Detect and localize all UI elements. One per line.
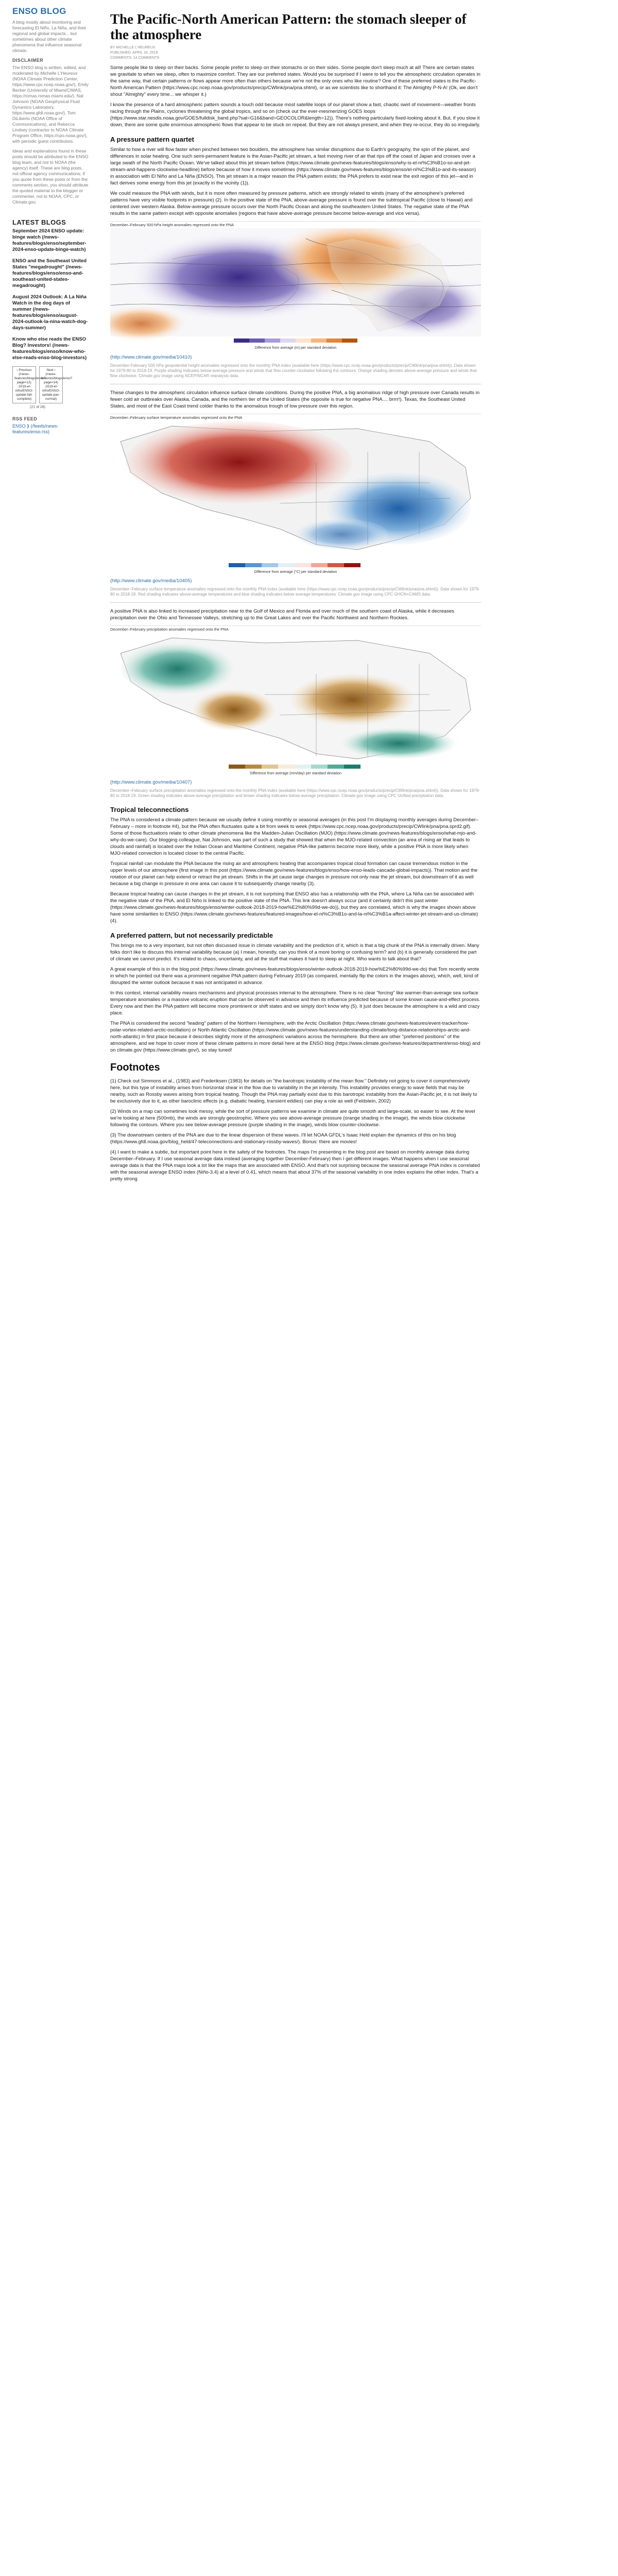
figure-500hpa-heights	[110, 221, 481, 379]
paragraph: This brings me to a very important, but not often discussed issue in climate variability and the prediction of it, which is that a big chunk of the PNA is internally driven. Many folks don't like to discuss this internal variability because (a) I mean, honestly, can you think of a more boring or confusing term? and (b) it is generally considered the part of climate we cannot predict. It's related to chaos, uncertainty, and all the stuff that makes it hard to sleep at night. Who wants to talk about that?	[110, 943, 479, 962]
figure-title: December–February surface temperature anomalies regressed onto the PNA	[110, 415, 243, 420]
latest-blog-link[interactable]: ENSO and the Southeast United States "megadrought" (/news-features/blogs/enso/enso-and-southeast-united-states-megadrought)	[12, 258, 87, 289]
disclaimer-text-2: Ideas and explanations found in these posts should be attributed to the ENSO blog team, and not to NOAA (the agency) itself. These are blog posts, not official agency communications; if you quote from these posts or from the comments section, you should attribute the quoted material to the blogger or commenter, not to NOAA, CPC, or Climate.gov.	[12, 148, 89, 205]
latest-blog-link[interactable]: September 2024 ENSO update: binge watch (/news-features/blogs/enso/september-2024-enso-update-binge-watch)	[12, 228, 87, 252]
map-precipitation[interactable]	[110, 633, 481, 777]
paragraph: In this context, internal variability means mechanisms and physical processes internal to the atmosphere. There is no clear "forcing" like warmer-than-average sea surface temperature anomalies or a massive volcanic eruption that can be observed in advance and then its influence predicted because of some known cause-and-effect process. Every now and then the PNA pattern will become more prominent or shift states and we simply don't know why (5). It just does because the atmosphere is a wild and crazy place.	[110, 990, 480, 1016]
figure-precipitation	[110, 625, 481, 799]
colorbar-label: Difference from average (m) per standard deviation	[254, 346, 337, 350]
figure-link[interactable]: (http://www.climate.gov/media/10410)	[110, 354, 192, 360]
figure-surface-temperature	[110, 414, 481, 597]
figure-link[interactable]: (http://www.climate.gov/media/10407)	[110, 779, 192, 785]
figure-title: December–February 500-hPa height anomalies regressed onto the PNA	[110, 223, 234, 227]
colorbar	[229, 563, 360, 567]
section-heading: A preferred pattern, but not necessarily predictable	[110, 931, 273, 939]
pager	[12, 366, 90, 403]
colorbar	[234, 338, 357, 343]
figure-caption: December–February surface precipitation anomalies regressed onto the monthly PNA index (available here (https://www.cpc.ncep.noaa.gov/products/precip/CWlink/pna/pna.shtml)). Data shown for 1979-80 to 2018-19. Green shading indicates above-average precipitation and brown shading indicates below-average precipitation. Climate.gov image using CPC Unified precipitation data.	[110, 788, 480, 798]
section-heading: A pressure pattern quartet	[110, 135, 194, 143]
divider	[110, 602, 481, 603]
article-meta	[110, 45, 481, 60]
map-surface-temperature[interactable]	[110, 421, 481, 575]
author-byline[interactable]: BY MICHELLE L'HEUREUX	[110, 46, 156, 49]
paragraph: Tropical rainfall can modulate the PNA because the rising air and atmospheric heating that accompanies tropical cloud formation can cause tremendous motion in the upper levels of our atmosphere (first image in this post (https://www.climate.gov/news-features/blogs/enso/how-enso-leads-cascade-global-impacts)). That motion and the rotation of our planet can help extend or retract the jet stream. Shifts in the jet cause large changes in pressure not only near the jet stream, but downstream of it as well because a big change in pressure in one area can cause it to subsequently change nearby (3).	[110, 861, 478, 887]
latest-blogs-heading: LATEST BLOGS	[12, 218, 66, 226]
sidebar	[12, 5, 90, 2576]
figure-caption: December-February 500 hPa geopotential height anomalies regressed onto the monthly PNA index (available here (https://www.cpc.ncep.noaa.gov/products/precip/CWlink/pna/pna.shtml)). Data shown for 1979-80 to 2018-19. Purple shading indicates below-average pressure and winds that flow counter-clockwise following the contours. Orange shading denotes above-average pressure and winds that flow clockwise. Climate.gov image using NCEP/NCAR reanalysis data.	[110, 363, 477, 378]
paragraph: We could measure the PNA with winds, but it is more often measured by pressure patterns, which are strongly related to winds (many of the atmosphere's preferred patterns have very visible footprints in pressure) (2). In the positive state of the PNA, above-average pressure is found over the subtropical Pacific (close to Hawaii) and centered over western Alaska. Below-average pressure occurs over the North Pacific Ocean and along the southeastern United States. The negative state of the PNA results in the same pattern except with opposite anomalies (regions that have above-average pressure become below-average and vice versa).	[110, 191, 473, 216]
paragraph: I know the presence of a hard atmospheric pattern sounds a touch odd because most satellite loops of our planet show a fast, chaotic swirl of movement—weather fronts racing through the Plains, cyclones threatening the global tropics, and so on (check out the ever-mesmerizing GOES loops (https://www.star.nesdis.noaa.gov/GOES/fulldisk_band.php?sat=G16&band=GEOCOLOR&length=12)). There's nothing particularly fixed-looking about it. But, if you slow it down, there are some quite enormous atmospheric flows that appear to be stuck on repeat. But they are not always present, and when they re-occur, they do so irregularly.	[110, 102, 480, 128]
article-title: The Pacific-North American Pattern: the stomach sleeper of the atmosphere	[110, 11, 467, 42]
footnote: (3) The downstream centers of the PNA are due to the linear dispersion of these waves. I'll let NOAA GFDL's Isaac Held explain the dynamics of this on his blog (https://www.gfdl.noaa.gov/blog_held/47-teleconnections-and-stationary-rossby-waves/). Bonus: there are movies!	[110, 1132, 456, 1145]
paragraph: Some people like to sleep on their backs. Some people prefer to sleep on their stomachs or on their sides. Some people don't sleep much at all! There are certain states we gravitate to when we sleep, often to maximize comfort. They are our preferred states. Would you be surprised if I were to tell you the atmospheric circulation operates in the same way, that certain patterns or flows appear more often than others because we're not the only ones who like routine? One of these preferred states is the Pacific-North American Pattern (https://www.cpc.ncep.noaa.gov/products/precip/CWlink/pna/pna.shtml), or as we scientists like to shorthand it: The Almighty P-N-A! (Ok, we don't shout "Almighty" every time... we whisper it.)	[110, 65, 480, 97]
article	[110, 5, 481, 2576]
site-title[interactable]: ENSO BLOG	[12, 6, 66, 16]
colorbar	[229, 765, 360, 769]
latest-blog-link[interactable]: August 2024 Outlook: A La Niña Watch in the dog days of summer (/news-features/blogs/enso/august-2024-outlook-la-nina-watch-dog-days-summer)	[12, 294, 88, 331]
published-date: PUBLISHED: APRIL 24, 2019	[110, 51, 158, 55]
footnote: (2) Winds on a map can sometimes look messy, while the sort of pressure patterns we examine in climate are quite smooth and large-scale, so easier to see. At the level we're looking at here (500mb), the winds are strongly geostrophic. Where you see above-average pressure (orange shading in the image), the winds blow clockwise following the contours. Where you see below-average pressure (purple shading in the image), winds blow counter-clockwise.	[110, 1109, 475, 1128]
comments-count[interactable]: COMMENTS: 14 COMMENTS	[110, 56, 160, 60]
previous-button[interactable]: ‹ Previous (/news-features/blogs/enso?page=12) ·2019-el-niño/ENSO- update-fall- complete)	[12, 366, 36, 403]
site-tagline: A blog mostly about monitoring and forecasting El Niño, La Niña, and their regional and global impacts... but sometimes about other climate phenomena that influence seasonal climate.	[12, 20, 87, 53]
latest-blog-link[interactable]: Know who else reads the ENSO Blog? Investors! (/news-features/blogs/enso/know-who-else-reads-enso-blog-investors)	[12, 336, 87, 361]
disclaimer-text: The ENSO blog is written, edited, and moderated by Michelle L'Heureux (NOAA Climate Prediction Center, https://www.cpc.ncep.noaa.gov/), Emily Becker (University of Miami/CIMAS, https://cimas.rsmas.miami.edu/), Nat Johnson (NOAA Geophysical Fluid Dynamics Laboratory, https://www.gfdl.noaa.gov/), Tom DiLiberto (NOAA Office of Communications), and Rebecca Lindsey (contractor to NOAA Climate Program Office, https://cpo.noaa.gov/), with periodic guest contributors.	[12, 65, 89, 144]
page-indicator: (21 of 28)	[30, 405, 45, 409]
paragraph: A great example of this is in the blog post (https://www.climate.gov/news-features/blogs/enso/winter-outlook-2018-2019-how%E2%80%99d-we-do) that Tom recently wrote in which he pointed out there was a prominent negative PNA pattern during February 2019 (as compared, mentally flip the colors in the images above), which, well, kind of disrupted the winter outlook because it was not anticipated in advance.	[110, 967, 479, 986]
rss-link[interactable]: ENSO ⟫ (/feeds/news-features/enso.rss)	[12, 423, 59, 434]
paragraph: The PNA is considered the second "leading" pattern of the Northern Hemisphere, with the Arctic Oscillation (https://www.climate.gov/news-features/event-tracker/how-polar-vortex-related-arctic-oscillation) or North Atlantic Oscillation (https://www.climate.gov/news-features/understanding-climate/long-distance-relationships-arctic-and-north-atlantic) in first place because it describes slightly more of the atmospheric variations across the hemisphere. But there are other "preferred positions" of the atmosphere, and we hope to cover more of these climate patterns in more detail here at the ENSO blog (https://www.climate.gov/news-features/department/enso-blog) and on climate.gov (https://www.climate.gov/), so stay tuned!	[110, 1021, 480, 1053]
figure-title: December–February precipitation anomalies regressed onto the PNA	[110, 627, 229, 632]
paragraph: A positive PNA is also linked to increased precipitation near to the Gulf of Mexico and Florida and over much of the southern coast of Alaska, while it decreases precipitation over the Ohio and Tennessee Valleys, stretching up to the Great Lakes and over the Pacific Northwest and Northern Rockies.	[110, 608, 455, 621]
rss-heading: RSS FEED	[12, 416, 38, 421]
figure-caption: December–February surface temperature anomalies regressed onto the monthly PNA index (available here (https://www.cpc.ncep.noaa.gov/products/precip/CWlink/pna/pna.shtml)). Data shown for 1979-80 to 2018-19. Red shading indicates above-average temperatures and blue shading indicates below average temperatures. Climate.gov image using CPC GHCN+CAMS data.	[110, 587, 480, 597]
paragraph: Similar to how a river will flow faster when pinched between two boulders, the atmosphere has similar disruptions due to Earth's geography, the spin of the planet, and differences in solar heating. One such semi-permanent feature is the Asian-Pacific jet stream, a fast moving river of air that rips off the coast of Japan and crosses over a large swath of the North Pacific Ocean. We've talked about this jet stream before (https://www.climate.gov/news-features/blogs/enso/why-is-el-ni%C3%B1o-so-and-jet-stream-and-happens-clockwise-headline) before because of how it moves sometimes (https://www.climate.gov/news-features/blogs/enso/el-ni%C3%B1o-and-its-season) in association with El Niño and La Niña (ENSO). This jet stream is a major reason the PNA pattern exists; the PNA prefers to exist near the exit region of this jet—and in fact derives some energy from this jet (exactly in the vicinity (1)).	[110, 147, 476, 186]
paragraph: These changes to the atmospheric circulation influence surface climate conditions. During the positive PNA, a big anomalous ridge of high pressure over Canada results in fewer cold air outbreaks over Alaska, Canada, and the northern tier of the United States (the opposite is true for negative PNA.... brrrr!). Texas, the Southeast United States, and most of the East Coast trend colder thanks to the anomalous trough of low pressure over this region.	[110, 390, 480, 409]
footnote: (4) I want to make a subtle, but important point here in the safety of the footnotes. The maps I'm presenting in the blog post are based on monthly average data during December–February. If I use seasonal average data instead (averaging together December-February) then I get different images. What happens when I use seasonal average data is that the PNA maps look a lot like the maps that are associated with ENSO. And that's not surprising because the seasonal average PNA index is correlated with the seasonal average ENSO index (Niño-3.4) at a level of 0.41, which means that about 37% of the seasonal variability in one index explains the other index. That's a pretty strong	[110, 1149, 480, 1182]
footnote: (1) Check out Simmons et al., (1983) and Frederiksen (1983) for details on "the barotropic instability of the mean flow." Definitely not going to cover it comprehensively here, but this type of instability arises from horizontal shear in the flow due to variability in the jet intensity. This instability provides energy to wave fields that may be nearby, such as Rossby waves arising from tropical heating. Though the PNA may partially exist due to this barotropic instability from the Asian-Pacific jet, it is not likely to be exclusively due to it, as other baroclinic effects (e.g. diabatic heating, transient eddies) can play a role as well (Feldstein, 2002)	[110, 1078, 477, 1104]
colorbar-label: Difference from average (mm/day) per standard deviation	[250, 772, 341, 775]
paragraph: The PNA is considered a climate pattern because we usually define it using monthly or seasonal averages (in this post I'm displaying monthly averages during December–February – more in footnote #4), but the PNA often fluctuates quite a bit from week to week (https://www.cpc.ncep.noaa.gov/products/precip/CWlink/pna/pna.sprd2.gif). Some of those fluctuations relate to other climate phenomena like the Madden-Julian Oscillation (MJO) (https://www.climate.gov/news-features/blogs/enso/what-mjo-and-why-do-we-care). Our blogging colleague, Nat Johnson, was part of such a study that showed that when the MJO-related convection (an area of rising air that leads to clouds and rainfall) is located over the Indian Ocean and Maritime Continent, negative PNA-like patterns become more likely, while a positive PNA is more likely when MJO-related convection is located closer to the central Pacific.	[110, 817, 479, 856]
disclaimer-heading: DISCLAIMER	[12, 58, 43, 63]
footnotes-heading: Footnotes	[110, 1062, 160, 1073]
section-heading: Tropical teleconnections	[110, 806, 189, 814]
map-500hpa-heights[interactable]	[110, 228, 481, 352]
figure-link[interactable]: (http://www.climate.gov/media/10405)	[110, 578, 192, 584]
paragraph: Because tropical heating can cause changes in the jet stream, it is not surprising that ENSO also has a relationship with the PNA, where La Niña can be associated with the negative state of the PNA, and El Niño is linked to the positive state of the PNA. This link doesn't always occur (and it certainly didn't this past winter (https://www.climate.gov/news-features/blogs/enso/winter-outlook-2018-2019-how%E2%80%99d-we-do)), but they are correlated, which is why the images shown above have some similarities to ENSO (https://www.climate.gov/news-features/featured-images/how-el-ni%C3%B1o-and-la-ni%C3%B1a-affect-winter-jet-stream-and-us-climate) (4).	[110, 891, 478, 924]
colorbar-label: Difference from average (°C) per standard deviation	[254, 570, 337, 574]
next-button[interactable]: Next › (/news-features/blogs/enso?page=14) ·2019-el-niño/ENSO- update-pac- normal)	[39, 366, 63, 403]
